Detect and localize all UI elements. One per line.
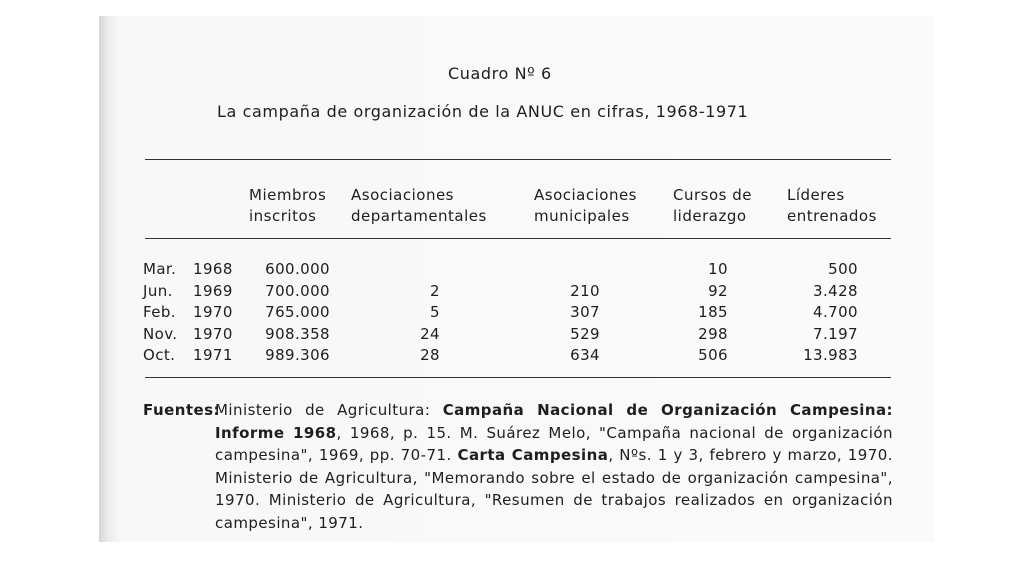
row-year: 1970 [193, 303, 233, 321]
cell-cursos: 185 [698, 303, 728, 321]
cell-departamentales: 2 [430, 282, 440, 300]
cell-cursos: 92 [708, 282, 728, 300]
table-number: Cuadro Nº 6 [448, 64, 552, 83]
scanned-page [99, 16, 934, 542]
cell-lideres: 3.428 [813, 282, 858, 300]
cell-departamentales: 28 [420, 346, 440, 364]
sources-text [215, 399, 893, 534]
cell-lideres: 500 [828, 260, 858, 278]
source-part-bold: Carta Campesina [457, 446, 609, 464]
row-month: Mar. [143, 260, 177, 278]
row-year: 1971 [193, 346, 233, 364]
row-month: Jun. [143, 282, 173, 300]
cell-municipales: 307 [570, 303, 600, 321]
column-header-line: Cursos de [673, 186, 752, 204]
sources-label: Fuentes: [143, 401, 220, 419]
cell-municipales: 529 [570, 325, 600, 343]
cell-miembros: 600.000 [265, 260, 330, 278]
table-row [99, 325, 934, 347]
source-part-bold: Campaña Nacional de Organización Campesina: Informe 1968 [215, 401, 894, 442]
source-part: , Nºs. 1 y 3, febrero y marzo, 1970. Ministerio de Agricultura, "Memorando sobre el estado de organización campesina", 1970. Ministerio de Agricultura, "Resumen de trabajos realizados en organización campesina", 1971. [215, 446, 893, 532]
table-row [99, 282, 934, 304]
cell-departamentales: 24 [420, 325, 440, 343]
sources-note [143, 399, 893, 534]
row-year: 1970 [193, 325, 233, 343]
column-header-line: Líderes [787, 186, 845, 204]
cell-cursos: 10 [708, 260, 728, 278]
column-header-line: liderazgo [673, 207, 747, 225]
column-header-line: Miembros [249, 186, 327, 204]
column-header-departamentales [351, 185, 487, 227]
cell-cursos: 506 [698, 346, 728, 364]
bottom-rule [145, 377, 891, 378]
row-month: Oct. [143, 346, 176, 364]
cell-cursos: 298 [698, 325, 728, 343]
cell-miembros: 765.000 [265, 303, 330, 321]
source-part: Ministerio de Agricultura: [215, 401, 443, 419]
cell-miembros: 908.358 [265, 325, 330, 343]
column-header-line: Asociaciones [351, 186, 455, 204]
column-header-municipales [534, 185, 637, 227]
column-header-line: inscritos [249, 207, 317, 225]
column-header-line: Asociaciones [534, 186, 638, 204]
cell-miembros: 700.000 [265, 282, 330, 300]
cell-lideres: 13.983 [803, 346, 858, 364]
table-row [99, 303, 934, 325]
cell-lideres: 4.700 [813, 303, 858, 321]
cell-departamentales: 5 [430, 303, 440, 321]
column-header-line: entrenados [787, 207, 877, 225]
row-year: 1969 [193, 282, 233, 300]
row-month: Nov. [143, 325, 178, 343]
row-month: Feb. [143, 303, 176, 321]
cell-miembros: 989.306 [265, 346, 330, 364]
table-row [99, 260, 934, 282]
top-rule [145, 159, 891, 160]
column-header-cursos [673, 185, 752, 227]
cell-lideres: 7.197 [813, 325, 858, 343]
column-header-lideres [787, 185, 877, 227]
cell-municipales: 210 [570, 282, 600, 300]
source-part: , 1968, p. 15. M. Suárez Melo, "Campaña nacional de organización campesina", 1969, pp. 70-71. [215, 423, 893, 464]
cell-municipales: 634 [570, 346, 600, 364]
table-title: La campaña de organización de la ANUC en cifras, 1968-1971 [217, 102, 749, 121]
column-header-line: municipales [534, 207, 630, 225]
table-row [99, 346, 934, 368]
column-header-line: departamentales [351, 207, 487, 225]
column-header-miembros [249, 185, 326, 227]
header-rule [145, 238, 891, 239]
row-year: 1968 [193, 260, 233, 278]
